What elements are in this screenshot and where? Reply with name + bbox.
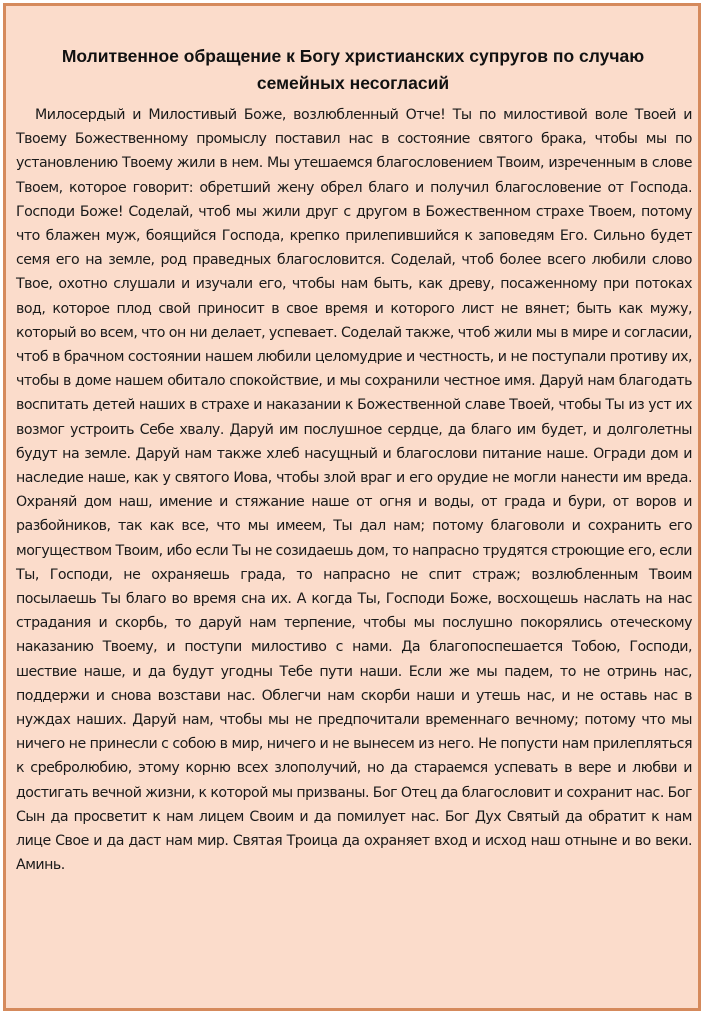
prayer-title: Молитвенное обращение к Богу христианских супругов по случаю семейных несогласий	[61, 46, 645, 93]
prayer-page	[3, 3, 701, 1011]
prayer-text: Милосердый и Милостивый Боже, возлюбленный Отче! Ты по милостивой воле Твоей и Твоему Божественному промыслу поставил нас в состояние святого брака, чтобы мы по установлению Твоему жили в нем. Мы утешаемся благословением Твоим, изреченным в слове Твоем, которое говорит: обретший жену обрел благо и получил благословение от Господа. Господи Боже! Соделай, чтоб мы жили друг с другом в Божественном страхе Твоем, потому что блажен муж, боящийся Господа, крепко прилепившийся к заповедям Его. Сильно будет семя его на земле, род праведных благословится. Соделай, чтоб более всего любили слово Твое, охотно слушали и изучали его, чтобы нам быть, как древу, посаженному при потоках вод, которое плод свой приносит в свое время и которого лист не вянет; быть как мужу, который во всем, что он ни делает, успевает. Соделай также, чтоб жили мы в мире и согласии, чтоб в брачном состоянии нашем любили целомудрие и честность, и не поступали противу их, чтобы в доме нашем обитало спокойствие, и мы сохранили честное имя. Даруй нам благодать воспитать детей наших в страхе и наказании к Божественной славе Твоей, чтобы Ты из уст их возмог устроить Себе хвалу. Даруй им послушное сердце, да благо им будет, и долголетны будут на земле. Даруй нам также хлеб насущный и благослови питание наше. Огради дом и наследие наше, как у святого Иова, чтобы злой враг и его орудие не могли нанести им вреда. Охраняй дом наш, имение и стяжание наше от огня и воды, от града и бури, от воров и разбойников, так как все, что мы имеем, Ты дал нам; потому благоволи и сохранить его могуществом Твоим, ибо если Ты не созидаешь дом, то напрасно трудятся строющие его, если Ты, Господи, не охраняешь града, то напрасно не спит страж; возлюбленным Твоим посылаешь Ты благо во время сна их. А когда Ты, Господи Боже, восхощешь наслать на нас страдания и скорбь, то даруй нам терпение, чтобы мы послушно покорялись отеческому наказанию Твоему, и поступи милостиво с нами. Да благопоспешается Тобою, Господи, шествие наше, и да будут угодны Тебе пути наши. Если же мы падем, то не отринь нас, поддержи и снова возстави нас. Облегчи нам скорби наши и утешь нас, и не оставь нас в нуждах наших. Даруй нам, чтобы мы не предпочитали временнаго вечному; потому что мы ничего не принесли с собою в мир, ничего и не вынесем из него. Не попусти нам прилепляться к сребролюбию, этому корню всех злополучий, но да стараемся успевать в вере и любви и достигать вечной жизни, к которой мы призваны. Бог Отец да благословит и сохранит нас. Бог Сын да просветит к нам лицем Своим и да помилует нас. Бог Дух Святый да обратит к нам лице Свое и да даст нам мир. Святая Троица да охраняет вход и исход наш отныне и во веки. Аминь.	[16, 107, 692, 874]
